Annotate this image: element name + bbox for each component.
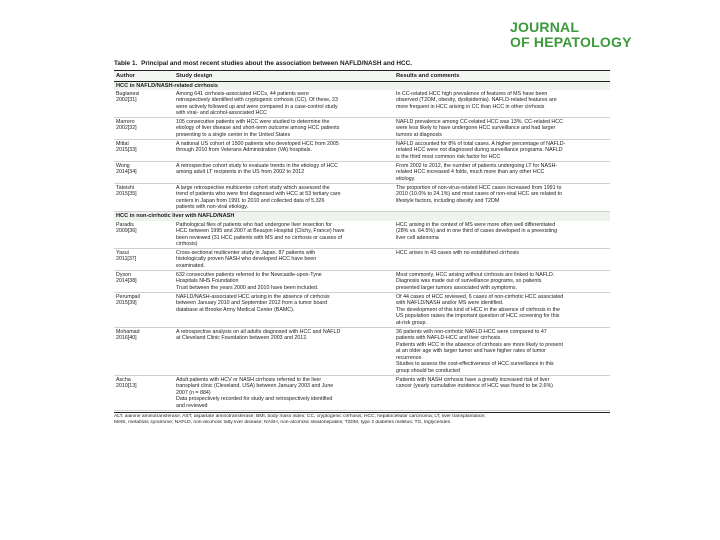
results-cell [394, 221, 610, 249]
results-cell-line: at-risk group. [396, 319, 427, 326]
study-design-cell-line: transplant clinic (Cleveland, USA) between January 2003 and June [176, 383, 334, 389]
author-cell [114, 118, 174, 140]
study-design-cell-line: through 2010 from Veterans Administration (VA) hospitals. [176, 147, 312, 154]
table-container [114, 60, 610, 426]
study-design-cell-line: and reviewed [176, 402, 208, 409]
author-cell [114, 90, 174, 118]
study-design-cell-line: examinated. [176, 262, 205, 269]
study-design-cell-line: NAFLD/NASH-associated HCC arising in the absence of cirrhosis [176, 293, 330, 300]
results-cell-line: patients with NAFLD-HCC and liver cirrhosis. [396, 335, 502, 342]
author-cell-line: Dyson [116, 271, 132, 278]
study-design-cell-line: Among 641 cirrhosis-associated HCCs, 44 patients were [176, 90, 309, 97]
study-design-cell-line: presenting to a single center in the United States [176, 131, 291, 138]
footnote-line: ALT, alanine aminotransferase; AST, aspartate aminotransferase; BMI, body mass index; CC, cryptogenic cirrhosis; HCC, hepatocellular carcinoma; LT, liver transplantation; [114, 413, 486, 419]
results-cell-line: related HCC were not diagnosed during surveillance programs. NAFLD [396, 147, 563, 154]
author-cell-line: 2009[36] [116, 228, 137, 235]
study-design-cell-line: Data prospectively recorded for study and retrospectively identified [176, 396, 333, 402]
study-design-cell-line: Adult patients with HCV or NASH cirrhosis referred to the liver [176, 376, 322, 383]
results-cell-line: The proportion of non-virus-related HCC cases increased from 1991 to [396, 184, 562, 191]
author-cell-line: Tateishi [116, 184, 134, 191]
author-cell-line: Wong [116, 162, 130, 169]
study-design-cell [174, 249, 394, 271]
author-cell-line: 2011[37] [116, 256, 137, 263]
study-design-cell-line: were actively followed up and were compared in a case-control study [176, 103, 338, 110]
study-design-cell-line: Pathological files of patients who had undergone liver resection for [176, 221, 332, 228]
study-design-cell-line: 2007 (n = 884) [176, 389, 211, 396]
results-cell-line: NAFLD prevalence among CC-related HCC was 13%. CC-related HCC [396, 118, 563, 125]
author-cell-line: 2016[40] [116, 335, 137, 342]
table-footnote [114, 413, 610, 427]
table-header-row [114, 71, 610, 81]
author-cell [114, 375, 174, 410]
table-row [114, 118, 610, 140]
study-design-cell-line: been reviewed (31 HCC patients with MS and no cirrhosis or causes of [176, 234, 343, 241]
author-cell-line: 2010[13] [116, 383, 137, 389]
author-cell-line: Bugianesi [116, 90, 140, 97]
author-cell-line: Mittal [116, 140, 129, 147]
author-cell [114, 221, 174, 249]
author-cell-line: Marrero [116, 118, 135, 125]
results-cell-line: Of 44 cases of HCC reviewed, 6 cases of non-cirrhotic HCC associated [396, 293, 564, 300]
study-design-cell [174, 221, 394, 249]
author-cell-line: Perumpail [116, 293, 140, 300]
results-cell-line: Most commonly, HCC arising without cirrhosis are linked to NAFLD. [396, 271, 555, 278]
author-cell [114, 162, 174, 184]
study-design-cell-line: Cross-sectional multicenter study in Japan. 87 patients with [176, 249, 316, 256]
results-cell-line: with NAFLD/NASH and/or MS were identified. [396, 300, 504, 307]
results-cell-line: more frequent in HCC arising in CC than HCC in other cirrhosis [396, 103, 545, 110]
table-section-heading [114, 212, 610, 221]
results-cell-line: related HCC increased 4 folds, much more than any other HCC [396, 169, 545, 176]
study-design-cell-line: 105 consecutive patients with HCC were studied to determine the [176, 118, 330, 125]
results-cell-line: Studies to assess the cost-effectiveness of HCC surveillance in this [396, 361, 554, 368]
table-row [114, 328, 610, 376]
study-design-cell-line: etiology of liver disease and short-term outcome among HCC patients [176, 125, 340, 132]
results-cell [394, 328, 610, 376]
study-design-cell [174, 90, 394, 118]
study-design-cell [174, 118, 394, 140]
study-design-cell [174, 140, 394, 162]
study-design-cell-line: cirrhosis) [176, 241, 198, 248]
results-cell-line: at an older age with larger tumor and have higher rates of tumor [396, 348, 546, 355]
author-cell [114, 293, 174, 328]
footnote-line: MetS, metabolic syndrome; NAFLD, non-alcoholic fatty liver disease; NASH, non-alcoholic steatohepatitis; T2DM, type 2 diabetes mellitus; TG, triglycerides. [114, 420, 452, 426]
results-cell-line: is the third most common risk factor for HCC [396, 153, 501, 160]
results-cell-line: etiology. [396, 175, 416, 182]
author-cell [114, 328, 174, 376]
study-design-cell [174, 162, 394, 184]
table-label: Table 1. [114, 60, 138, 67]
table-row [114, 184, 610, 212]
study-design-cell-line: A large retrospective multicenter cohort study which assessed the [176, 184, 330, 191]
results-cell-line: presented larger tumors associated with symptoms. [396, 284, 517, 291]
column-header-author: Author [114, 71, 174, 81]
results-cell-line: Diagnosis was made out of surveillance programs, so patients [396, 278, 542, 285]
study-design-cell-line: A retrospective analysis on all adults diagnosed with HCC and NAFLD [176, 328, 341, 335]
author-cell [114, 140, 174, 162]
results-cell-line: recurrence. [396, 354, 423, 361]
table-body [114, 81, 610, 410]
journal-logo-line1: JOURNAL [510, 19, 580, 35]
author-cell-line: Ascha [116, 376, 131, 383]
results-cell [394, 375, 610, 410]
results-cell [394, 184, 610, 212]
author-cell-line: 2014[34] [116, 169, 137, 176]
study-design-cell [174, 184, 394, 212]
results-cell-line: Patients with HCC in the absence of cirrhosis are more likely to present [396, 341, 563, 348]
results-cell-line: HCC arises in 43 cases with no established cirrhosis [396, 249, 520, 256]
table-title [114, 60, 610, 70]
journal-logo-line2: OF HEPATOLOGY [510, 34, 632, 50]
section-heading-text: HCC in NAFLD/NASH-related cirrhosis [114, 81, 610, 90]
author-cell-line: Mohamad [116, 328, 140, 335]
table-row [114, 271, 610, 293]
author-cell-line: 2002[32] [116, 125, 137, 132]
author-cell [114, 184, 174, 212]
author-cell-line: 2015[35] [116, 191, 137, 198]
author-cell [114, 271, 174, 293]
author-cell-line: Yasui [116, 249, 129, 256]
results-cell-line: lifestyle factors, including obesity and T2DM [396, 197, 500, 204]
author-cell-line: 2015[33] [116, 147, 137, 154]
table-row [114, 293, 610, 328]
results-cell [394, 293, 610, 328]
table-row [114, 221, 610, 249]
study-design-cell-line: Hospitals NHS Foundation [176, 278, 239, 285]
results-cell [394, 90, 610, 118]
study-design-cell [174, 271, 394, 293]
study-design-cell-line: HCC between 1995 and 2007 at Beaujon Hospital (Clichy, France) have [176, 228, 345, 235]
study-design-cell-line: database at Brooke Army Medical Center (BAMC). [176, 306, 295, 313]
results-cell [394, 118, 610, 140]
studies-table [114, 71, 610, 411]
author-cell-line: Paradis [116, 221, 134, 228]
author-cell-line: 2002[31] [116, 97, 137, 104]
study-design-cell-line: among adult LT recipients in the US from 2002 to 2012 [176, 169, 305, 176]
study-design-cell-line: Trust between the years 2000 and 2010 have been included. [176, 284, 319, 291]
table-row [114, 249, 610, 271]
study-design-cell-line: A retrospective cohort study to evaluate trends in the etiology of HCC [176, 162, 338, 169]
results-cell-line: US population raises the important question of HCC screening for this [396, 313, 560, 320]
study-design-cell-line: retrospectively identified with cryptogenic cirrhosis (CC). Of these, 23 [176, 97, 338, 104]
table-section-heading [114, 81, 610, 90]
results-cell-line: group should be conducted [396, 367, 460, 374]
results-cell-line: Patients with NASH cirrhosis have a greatly increased risk of liver [396, 376, 550, 383]
table-row [114, 162, 610, 184]
results-cell-line: HCC arising in the context of MS were more often well differentiated [396, 221, 556, 228]
study-design-cell-line: at Cleveland Clinic Foundation between 2003 and 2012. [176, 335, 308, 342]
study-design-cell-line: 632 consecutive patients referred to the Newcastle-upon-Tyne [176, 271, 322, 278]
study-design-cell-line: patients with non-viral etiology. [176, 204, 249, 211]
results-cell-line: observed (T2DM, obesity, dyslipidemia). NAFLD-related features are [396, 97, 557, 104]
results-cell [394, 162, 610, 184]
results-cell-line: From 2002 to 2012, the number of patients undergoing LT for NASH- [396, 162, 558, 169]
study-design-cell-line: between January 2010 and September 2012 from a tumor board [176, 300, 328, 307]
table-row [114, 90, 610, 118]
results-cell-line: were less likely to have undergone HCC surveillance and had larger [396, 125, 556, 132]
table-row [114, 375, 610, 410]
study-design-cell [174, 293, 394, 328]
results-cell-line: liver cell adenoma [396, 234, 439, 241]
study-design-cell-line: with viral- and alcohol-associated HCC [176, 110, 267, 117]
author-cell-line: 2015[39] [116, 300, 137, 307]
section-heading-text: HCC in non-cirrhotic liver with NAFLD/NASH [114, 212, 610, 221]
column-header-study-design: Study design [174, 71, 394, 81]
results-cell-line: In CC-related HCC high prevalence of features of MS have been [396, 90, 548, 97]
study-design-cell [174, 375, 394, 410]
study-design-cell [174, 328, 394, 376]
results-cell-line: tumors at diagnosis [396, 131, 442, 138]
results-cell-line: The development of this kind of HCC in the absence of cirrhosis in the [396, 306, 560, 313]
author-cell [114, 249, 174, 271]
results-cell [394, 140, 610, 162]
table-caption: Principal and most recent studies about the association between NAFLD/NASH and HCC. [141, 60, 413, 67]
journal-logo [510, 20, 632, 50]
results-cell-line: 2010 (10.0% to 24.1%) and most cases of non-viral HCC are related to [396, 191, 563, 198]
table-row [114, 140, 610, 162]
results-cell-line: (28% vs. 64.5%) and in one third of cases developed in a preexisting [396, 228, 558, 235]
study-design-cell-line: trend of patients who were first diagnosed with HCC at 53 tertiary care [176, 191, 341, 198]
study-design-cell-line: A national US cohort of 1500 patients who developed HCC from 2005 [176, 140, 339, 147]
results-cell-line: 36 patients with non-cirrhotic NAFLD-HCC were compared to 47 [396, 328, 547, 335]
results-cell [394, 249, 610, 271]
results-cell-line: cancer (yearly cumulative incidence of HCC was found to be 2.6%) [396, 383, 553, 389]
author-cell-line: 2014[38] [116, 278, 137, 285]
study-design-cell-line: centers in Japan from 1991 to 2010 and collected data of 5,326 [176, 197, 325, 204]
results-cell-line: NAFLD accounted for 8% of total cases. A higher percentage of NAFLD- [396, 140, 566, 147]
column-header-results: Results and comments [394, 71, 610, 81]
study-design-cell-line: histologically proven NASH who developed HCC have been [176, 256, 317, 263]
results-cell [394, 271, 610, 293]
